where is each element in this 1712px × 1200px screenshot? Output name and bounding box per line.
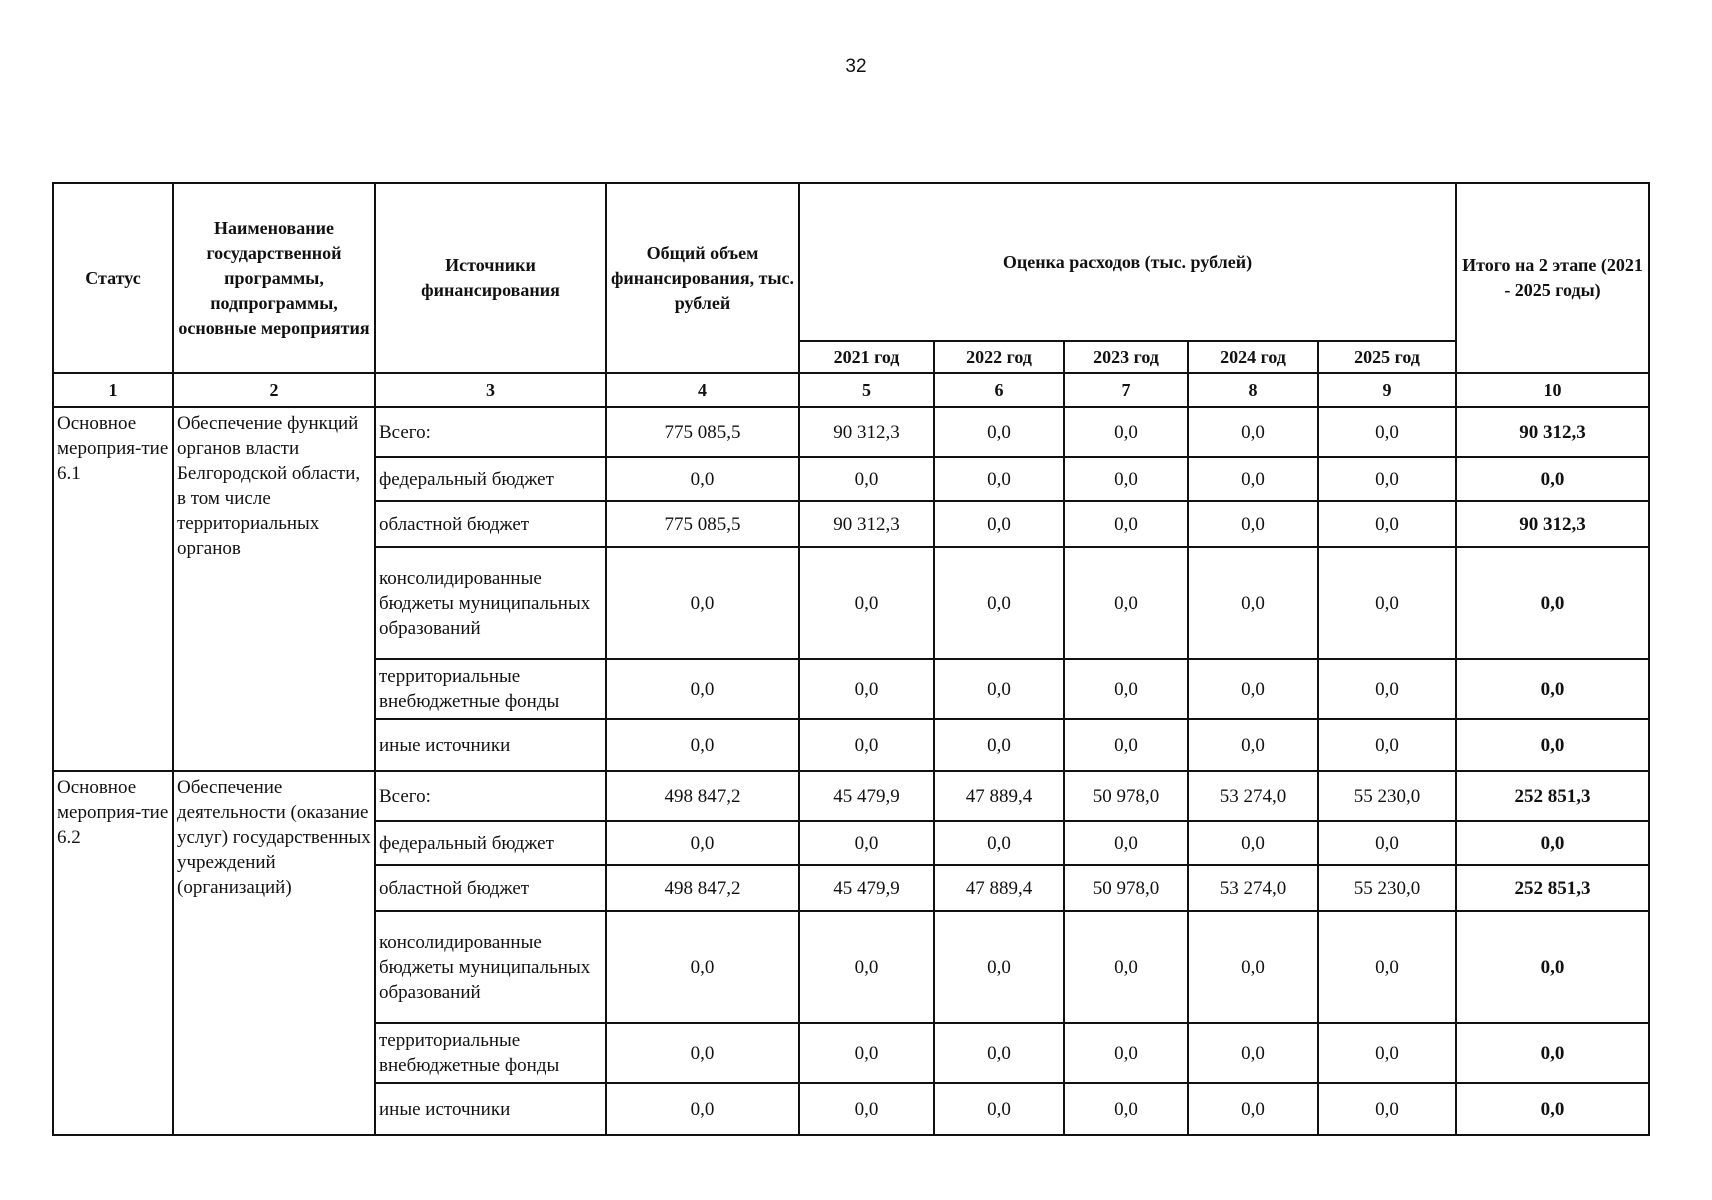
value-cell: 0,0 xyxy=(1188,547,1318,659)
value-cell: 0,0 xyxy=(1318,821,1456,865)
stage-total-cell: 0,0 xyxy=(1456,911,1649,1023)
value-cell: 55 230,0 xyxy=(1318,771,1456,821)
column-number: 10 xyxy=(1456,373,1649,407)
value-cell: 0,0 xyxy=(1318,457,1456,501)
column-number: 1 xyxy=(53,373,173,407)
value-cell: 0,0 xyxy=(1064,457,1188,501)
stage-total-cell: 0,0 xyxy=(1456,1083,1649,1135)
value-cell: 0,0 xyxy=(799,457,934,501)
value-cell: 50 978,0 xyxy=(1064,771,1188,821)
header-year-2021: 2021 год xyxy=(799,341,934,373)
value-cell: 0,0 xyxy=(1064,547,1188,659)
value-cell: 0,0 xyxy=(1318,1023,1456,1083)
stage-total-cell: 90 312,3 xyxy=(1456,501,1649,547)
value-cell: 0,0 xyxy=(934,547,1064,659)
value-cell: 0,0 xyxy=(934,1083,1064,1135)
program-name-cell: Обеспечение функций органов власти Белгородской области, в том числе территориальных органов xyxy=(173,407,375,771)
value-cell: 0,0 xyxy=(799,911,934,1023)
stage-total-cell: 90 312,3 xyxy=(1456,407,1649,457)
header-year-2024: 2024 год xyxy=(1188,341,1318,373)
value-cell: 0,0 xyxy=(606,659,799,719)
value-cell: 0,0 xyxy=(1188,1083,1318,1135)
value-cell: 0,0 xyxy=(1064,501,1188,547)
value-cell: 0,0 xyxy=(1188,457,1318,501)
source-cell: иные источники xyxy=(375,1083,606,1135)
value-cell: 0,0 xyxy=(1188,659,1318,719)
header-total-volume: Общий объем финансирования, тыс. рублей xyxy=(606,183,799,373)
value-cell: 0,0 xyxy=(1318,501,1456,547)
status-cell: Основное мероприя-тие 6.2 xyxy=(53,771,173,1135)
column-number: 7 xyxy=(1064,373,1188,407)
value-cell: 0,0 xyxy=(934,719,1064,771)
value-cell: 0,0 xyxy=(1188,407,1318,457)
stage-total-cell: 0,0 xyxy=(1456,719,1649,771)
source-cell: консолидированные бюджеты муниципальных образований xyxy=(375,911,606,1023)
value-cell: 0,0 xyxy=(799,1023,934,1083)
header-sources: Источники финансирования xyxy=(375,183,606,373)
stage-total-cell: 0,0 xyxy=(1456,821,1649,865)
value-cell: 0,0 xyxy=(934,659,1064,719)
stage-total-cell: 252 851,3 xyxy=(1456,771,1649,821)
column-number: 5 xyxy=(799,373,934,407)
value-cell: 0,0 xyxy=(934,821,1064,865)
value-cell: 0,0 xyxy=(934,911,1064,1023)
value-cell: 0,0 xyxy=(934,457,1064,501)
source-cell: областной бюджет xyxy=(375,501,606,547)
value-cell: 47 889,4 xyxy=(934,771,1064,821)
value-cell: 0,0 xyxy=(606,911,799,1023)
source-cell: территориальные внебюджетные фонды xyxy=(375,659,606,719)
value-cell: 0,0 xyxy=(799,719,934,771)
value-cell: 45 479,9 xyxy=(799,771,934,821)
value-cell: 498 847,2 xyxy=(606,865,799,911)
value-cell: 0,0 xyxy=(1064,1023,1188,1083)
value-cell: 0,0 xyxy=(799,547,934,659)
value-cell: 0,0 xyxy=(934,501,1064,547)
value-cell: 0,0 xyxy=(606,719,799,771)
value-cell: 0,0 xyxy=(1318,547,1456,659)
value-cell: 53 274,0 xyxy=(1188,771,1318,821)
table-row xyxy=(53,407,1649,457)
value-cell: 0,0 xyxy=(1064,659,1188,719)
header-status: Статус xyxy=(53,183,173,373)
source-cell: иные источники xyxy=(375,719,606,771)
header-year-2023: 2023 год xyxy=(1064,341,1188,373)
financing-table xyxy=(52,182,1650,1136)
column-number: 2 xyxy=(173,373,375,407)
value-cell: 0,0 xyxy=(1064,821,1188,865)
column-number: 9 xyxy=(1318,373,1456,407)
value-cell: 0,0 xyxy=(934,407,1064,457)
financing-table-wrapper xyxy=(52,182,1650,1136)
value-cell: 0,0 xyxy=(1318,659,1456,719)
column-number: 8 xyxy=(1188,373,1318,407)
value-cell: 0,0 xyxy=(606,821,799,865)
value-cell: 0,0 xyxy=(799,1083,934,1135)
value-cell: 0,0 xyxy=(1064,1083,1188,1135)
stage-total-cell: 0,0 xyxy=(1456,547,1649,659)
value-cell: 90 312,3 xyxy=(799,501,934,547)
value-cell: 0,0 xyxy=(606,1083,799,1135)
source-cell: областной бюджет xyxy=(375,865,606,911)
header-stage-total: Итого на 2 этапе (2021 - 2025 годы) xyxy=(1456,183,1649,373)
value-cell: 0,0 xyxy=(1318,719,1456,771)
value-cell: 0,0 xyxy=(606,457,799,501)
value-cell: 0,0 xyxy=(1318,1083,1456,1135)
column-number: 6 xyxy=(934,373,1064,407)
value-cell: 0,0 xyxy=(1318,407,1456,457)
program-name-cell: Обеспечение деятельности (оказание услуг) государственных учреждений (организаций) xyxy=(173,771,375,1135)
value-cell: 53 274,0 xyxy=(1188,865,1318,911)
value-cell: 90 312,3 xyxy=(799,407,934,457)
value-cell: 0,0 xyxy=(799,821,934,865)
source-cell: Всего: xyxy=(375,771,606,821)
header-year-2025: 2025 год xyxy=(1318,341,1456,373)
value-cell: 0,0 xyxy=(1188,719,1318,771)
value-cell: 0,0 xyxy=(1188,1023,1318,1083)
stage-total-cell: 0,0 xyxy=(1456,457,1649,501)
value-cell: 0,0 xyxy=(1318,911,1456,1023)
value-cell: 0,0 xyxy=(1188,911,1318,1023)
table-body xyxy=(53,373,1649,1135)
stage-total-cell: 0,0 xyxy=(1456,1023,1649,1083)
value-cell: 498 847,2 xyxy=(606,771,799,821)
value-cell: 0,0 xyxy=(1064,911,1188,1023)
source-cell: федеральный бюджет xyxy=(375,457,606,501)
value-cell: 0,0 xyxy=(606,1023,799,1083)
stage-total-cell: 252 851,3 xyxy=(1456,865,1649,911)
source-cell: федеральный бюджет xyxy=(375,821,606,865)
value-cell: 45 479,9 xyxy=(799,865,934,911)
value-cell: 0,0 xyxy=(799,659,934,719)
source-cell: территориальные внебюджетные фонды xyxy=(375,1023,606,1083)
value-cell: 50 978,0 xyxy=(1064,865,1188,911)
page-number: 32 xyxy=(845,56,867,77)
stage-total-cell: 0,0 xyxy=(1456,659,1649,719)
source-cell: Всего: xyxy=(375,407,606,457)
source-cell: консолидированные бюджеты муниципальных образований xyxy=(375,547,606,659)
value-cell: 0,0 xyxy=(1064,407,1188,457)
table-row xyxy=(53,771,1649,821)
value-cell: 55 230,0 xyxy=(1318,865,1456,911)
value-cell: 0,0 xyxy=(1064,719,1188,771)
value-cell: 0,0 xyxy=(934,1023,1064,1083)
header-name: Наименование государственной программы, подпрограммы, основные мероприятия xyxy=(173,183,375,373)
value-cell: 47 889,4 xyxy=(934,865,1064,911)
value-cell: 0,0 xyxy=(1188,501,1318,547)
value-cell: 0,0 xyxy=(1188,821,1318,865)
column-number: 3 xyxy=(375,373,606,407)
value-cell: 775 085,5 xyxy=(606,407,799,457)
value-cell: 775 085,5 xyxy=(606,501,799,547)
column-number: 4 xyxy=(606,373,799,407)
status-cell: Основное мероприя-тие 6.1 xyxy=(53,407,173,771)
value-cell: 0,0 xyxy=(606,547,799,659)
column-number-row xyxy=(53,373,1649,407)
header-year-2022: 2022 год xyxy=(934,341,1064,373)
header-estimate: Оценка расходов (тыс. рублей) xyxy=(799,183,1456,341)
